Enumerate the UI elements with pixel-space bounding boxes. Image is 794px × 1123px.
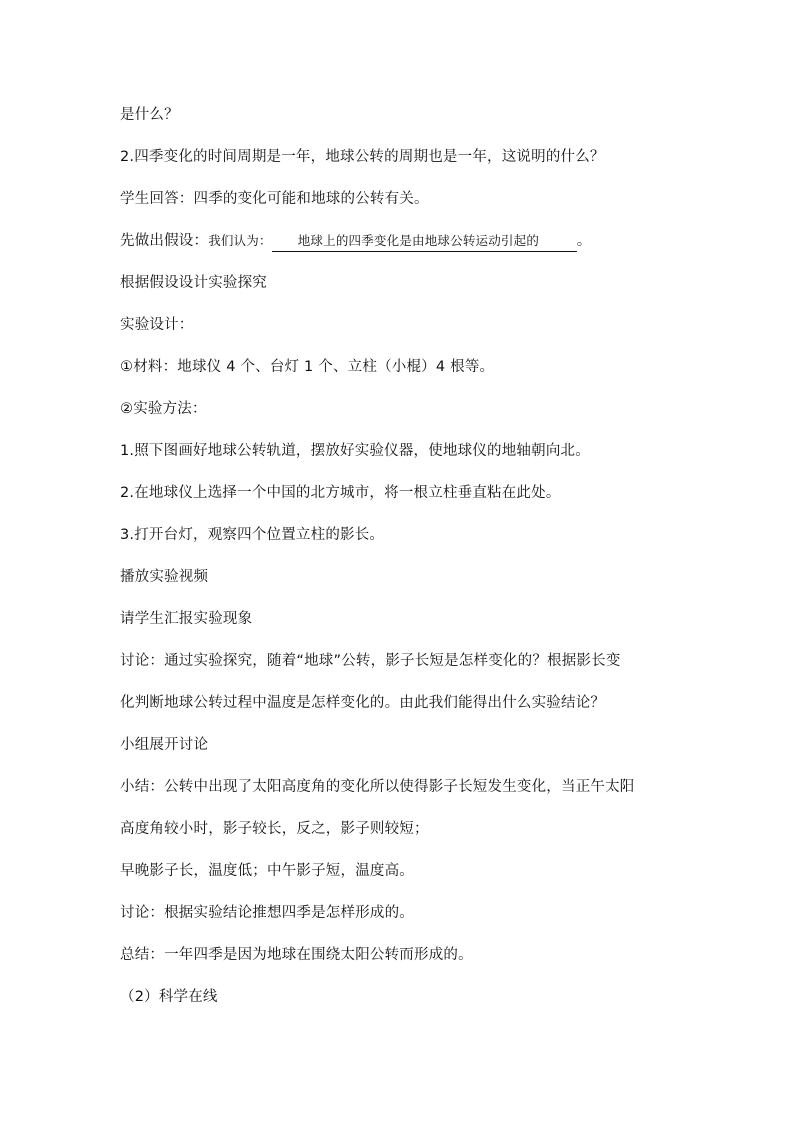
hypothesis-lead: 我们认为：	[208, 233, 272, 248]
hypothesis-line	[120, 231, 591, 252]
text-line-method-step-1: 1.照下图画好地球公转轨道，摆放好实验仪器，使地球仪的地轴朝向北。	[120, 443, 590, 459]
text-line-summary-part-2: 高度角较小时，影子较长，反之，影子则较短；	[120, 821, 429, 837]
text-line-experiment-design-heading: 实验设计：	[120, 317, 194, 333]
text-line-discussion-1-part-1: 讨论：通过实验探究，随着“地球”公转，影子长短是怎样变化的？根据影长变	[120, 653, 621, 669]
text-line-conclusion: 总结：一年四季是因为地球在围绕太阳公转而形成的。	[120, 947, 473, 963]
text-line-season-period-question: 2.四季变化的时间周期是一年，地球公转的周期也是一年，这说明的什么？	[120, 149, 605, 165]
text-line-student-answer: 学生回答：四季的变化可能和地球的公转有关。	[120, 191, 429, 207]
hypothesis-answer-blank: 地球上的四季变化是由地球公转运动引起的	[272, 231, 577, 252]
text-line-summary-part-3: 早晚影子长，温度低；中午影子短，温度高。	[120, 863, 414, 879]
hypothesis-prefix: 先做出假设：	[120, 233, 209, 249]
text-line-discussion-2: 讨论：根据实验结论推想四季是怎样形成的。	[120, 905, 414, 921]
text-line-summary-part-1: 小结：公转中出现了太阳高度角的变化所以使得影子长短发生变化，当正午太阳	[120, 779, 635, 795]
text-line-method-step-2: 2.在地球仪上选择一个中国的北方城市，将一根立柱垂直粘在此处。	[120, 485, 561, 501]
text-line-method-heading: ②实验方法：	[120, 401, 207, 417]
text-line-discussion-1-part-2: 化判断地球公转过程中温度是怎样变化的。由此我们能得出什么实验结论？	[120, 695, 606, 711]
text-line-materials: ①材料：地球仪 4 个、台灯 1 个、立柱（小棍）4 根等。	[120, 359, 495, 375]
text-line-design-experiment: 根据假设设计实验探究	[120, 275, 267, 291]
text-line-method-step-3: 3.打开台灯，观察四个位置立柱的影长。	[120, 527, 385, 543]
text-line-question-end: 是什么？	[120, 107, 179, 123]
text-line-group-discussion: 小组展开讨论	[120, 737, 209, 753]
hypothesis-suffix: 。	[576, 233, 592, 249]
text-line-report-phenomenon: 请学生汇报实验现象	[120, 611, 253, 627]
text-line-science-online-heading: （2）科学在线	[120, 989, 218, 1005]
text-line-play-video: 播放实验视频	[120, 569, 209, 585]
